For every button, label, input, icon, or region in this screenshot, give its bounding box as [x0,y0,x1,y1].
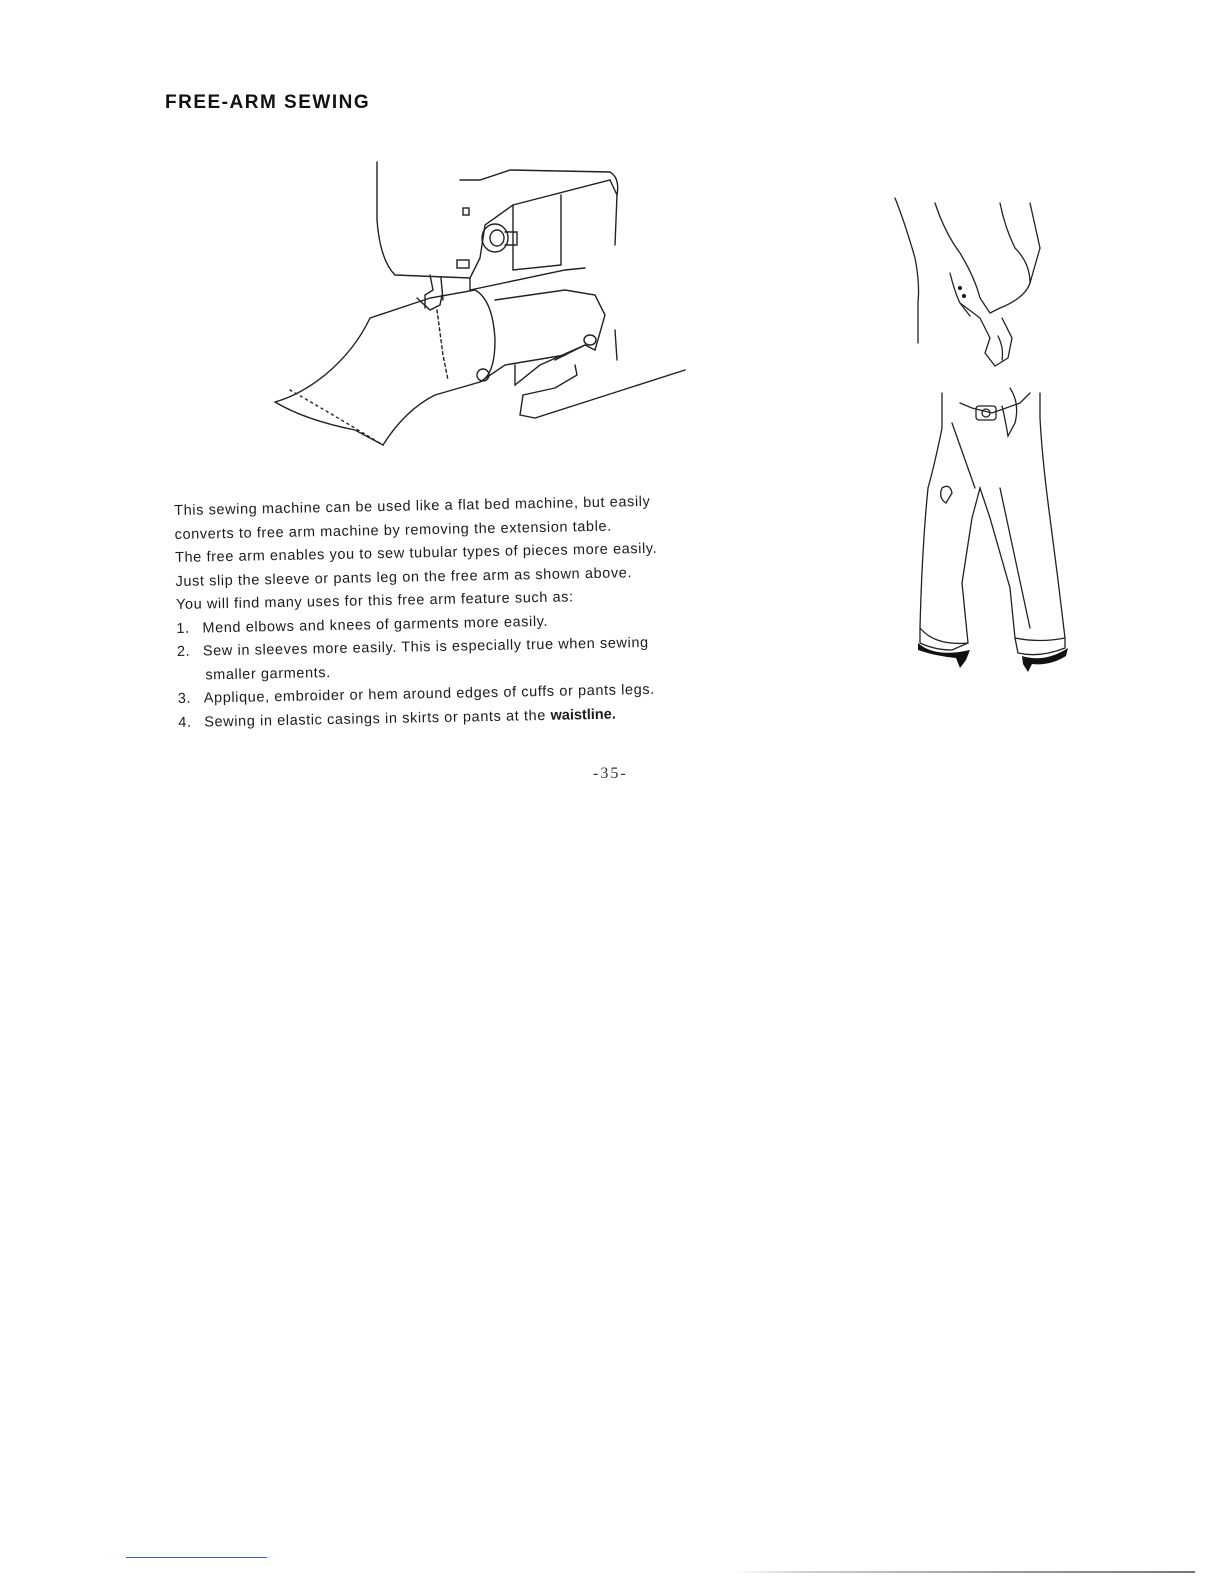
list-number: 4. [178,714,192,731]
footer-link-line [126,1557,267,1558]
uses-list [176,606,758,735]
paragraph-line: This sewing machine can be used like a flat bed machine, but easily [174,493,651,519]
paragraph-line: Just slip the sleeve or pants leg on the free arm as shown above. [175,564,633,590]
list-text: Mend elbows and knees of garments more easily. [202,613,549,636]
paragraph-line: converts to free arm machine by removing the extension table. [174,518,612,543]
list-text-bold: waistline. [550,706,616,724]
sewing-machine-illustration [265,150,695,455]
body-text [174,489,758,735]
page-number: -35- [593,765,628,782]
paragraph-line: The free arm enables you to sew tubular types of pieces more easily. [174,540,658,566]
list-number: 3. [177,690,192,707]
list-text-continuation: smaller garments. [205,664,331,683]
list-text: Sewing in elastic casings in skirts or pants at the [204,707,551,730]
page-title: FREE-ARM SEWING [165,92,371,113]
list-text: Applique, embroider or hem around edges of cuffs or pants legs. [203,681,655,707]
person-figure-illustration [880,188,1070,678]
list-number: 2. [176,643,191,660]
list-text: Sew in sleeves more easily. This is especially true when sewing [202,634,649,660]
list-number: 1. [176,620,190,637]
paragraph-line: You will find many uses for this free arm feature such as: [175,589,574,613]
footer-scan-line [735,1571,1195,1573]
